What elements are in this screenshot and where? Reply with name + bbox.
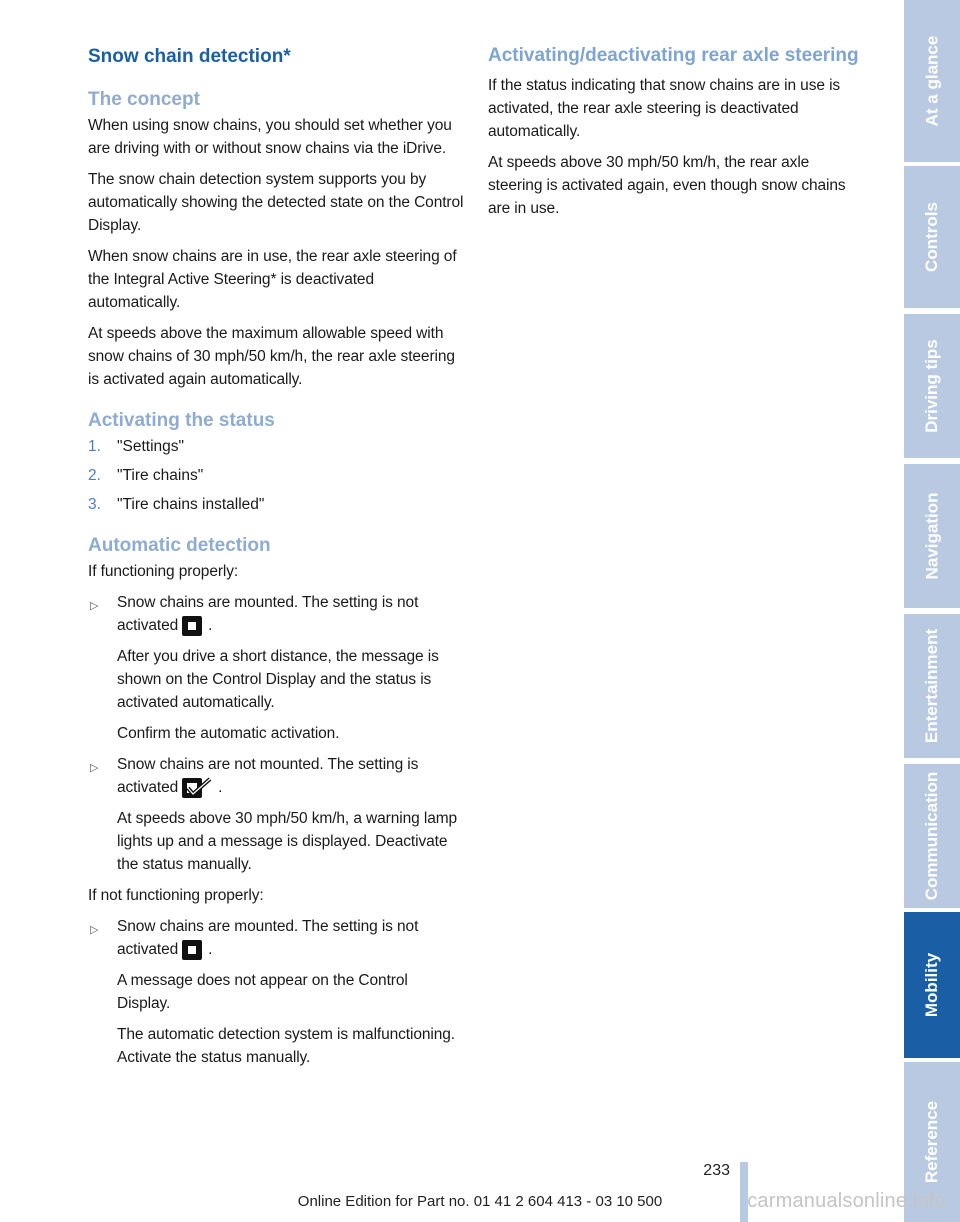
checkbox-unchecked-icon: [182, 940, 202, 960]
step-text: "Tire chains": [117, 467, 204, 484]
tab-controls[interactable]: Controls: [904, 166, 960, 308]
rear-axle-paragraph: If the status indicating that snow chains are in use is activated, the rear axle steering is deactivated automatically.: [488, 77, 841, 140]
step-number: 3.: [88, 496, 101, 513]
item-paragraph: At speeds above 30 mph/50 km/h, a warning lamp lights up and a message is displayed. Deactivate the status manually.: [117, 810, 458, 873]
step-text: "Settings": [117, 438, 185, 455]
list-item: [88, 591, 464, 745]
concept-paragraph: At speeds above the maximum allowable speed with snow chains of 30 mph/50 km/h, the rear axle steering is activated again automatically.: [88, 325, 455, 388]
item-paragraph: Confirm the automatic activation.: [117, 725, 340, 742]
rear-axle-paragraph: At speeds above 30 mph/50 km/h, the rear axle steering is activated again, even though snow chains are in use.: [488, 154, 846, 217]
chapter-tab-bar: [902, 0, 960, 1222]
step-number: 1.: [88, 438, 101, 455]
list-item: [88, 915, 464, 1069]
tab-driving-tips[interactable]: Driving tips: [904, 314, 960, 458]
list-item: [88, 753, 464, 876]
tab-reference[interactable]: Reference: [904, 1062, 960, 1222]
tab-entertainment[interactable]: Entertainment: [904, 614, 960, 758]
item-lead: Snow chains are mounted. The setting is not activated .: [117, 594, 419, 634]
item-paragraph: A message does not appear on the Control Display.: [117, 972, 408, 1012]
checkbox-checked-icon: [182, 778, 212, 798]
step-item: [88, 435, 464, 458]
triangle-bullet-icon: ▷: [90, 600, 99, 612]
automatic-detection-heading: Automatic detection: [88, 535, 271, 556]
steps-list: [88, 435, 464, 516]
fail-list: [88, 915, 464, 1069]
step-item: [88, 464, 464, 487]
concept-heading: The concept: [88, 89, 200, 110]
concept-paragraph: The snow chain detection system supports you by automatically showing the detected state on the Control Display.: [88, 171, 464, 234]
tab-communication[interactable]: Communication: [904, 764, 960, 908]
item-lead: Snow chains are not mounted. The setting is activated .: [117, 756, 419, 796]
footer-edition: Online Edition for Part no. 01 41 2 604 413 - 03 10 500: [297, 1193, 663, 1210]
ok-list: [88, 591, 464, 876]
item-lead: Snow chains are mounted. The setting is not activated .: [117, 918, 419, 958]
watermark: carmanualsonline.info: [747, 1190, 946, 1212]
tab-navigation[interactable]: Navigation: [904, 464, 960, 608]
concept-paragraph: When using snow chains, you should set whether you are driving with or without snow chains via the iDrive.: [88, 117, 452, 157]
rear-axle-heading: Activating/deactivating rear axle steering: [488, 45, 859, 66]
tab-mobility[interactable]: Mobility: [904, 912, 960, 1058]
tab-at-a-glance[interactable]: At a glance: [904, 0, 960, 162]
page-title: Snow chain detection*: [88, 46, 291, 67]
activating-heading: Activating the status: [88, 410, 275, 431]
not-functioning-intro: If not functioning properly:: [88, 887, 264, 904]
item-paragraph: After you drive a short distance, the message is shown on the Control Display and the status is activated automatically.: [117, 648, 439, 711]
right-column: [488, 44, 864, 228]
triangle-bullet-icon: ▷: [90, 762, 99, 774]
step-text: "Tire chains installed": [117, 496, 265, 513]
item-paragraph: The automatic detection system is malfunctioning. Activate the status manually.: [117, 1026, 455, 1066]
page-number: 233: [703, 1162, 730, 1179]
checkbox-unchecked-icon: [182, 616, 202, 636]
triangle-bullet-icon: ▷: [90, 924, 99, 936]
concept-paragraph: When snow chains are in use, the rear axle steering of the Integral Active Steering* is deactivated automatically.: [88, 248, 457, 311]
left-column: [88, 44, 464, 1077]
step-item: [88, 493, 464, 516]
step-number: 2.: [88, 467, 101, 484]
functioning-properly-intro: If functioning properly:: [88, 563, 239, 580]
